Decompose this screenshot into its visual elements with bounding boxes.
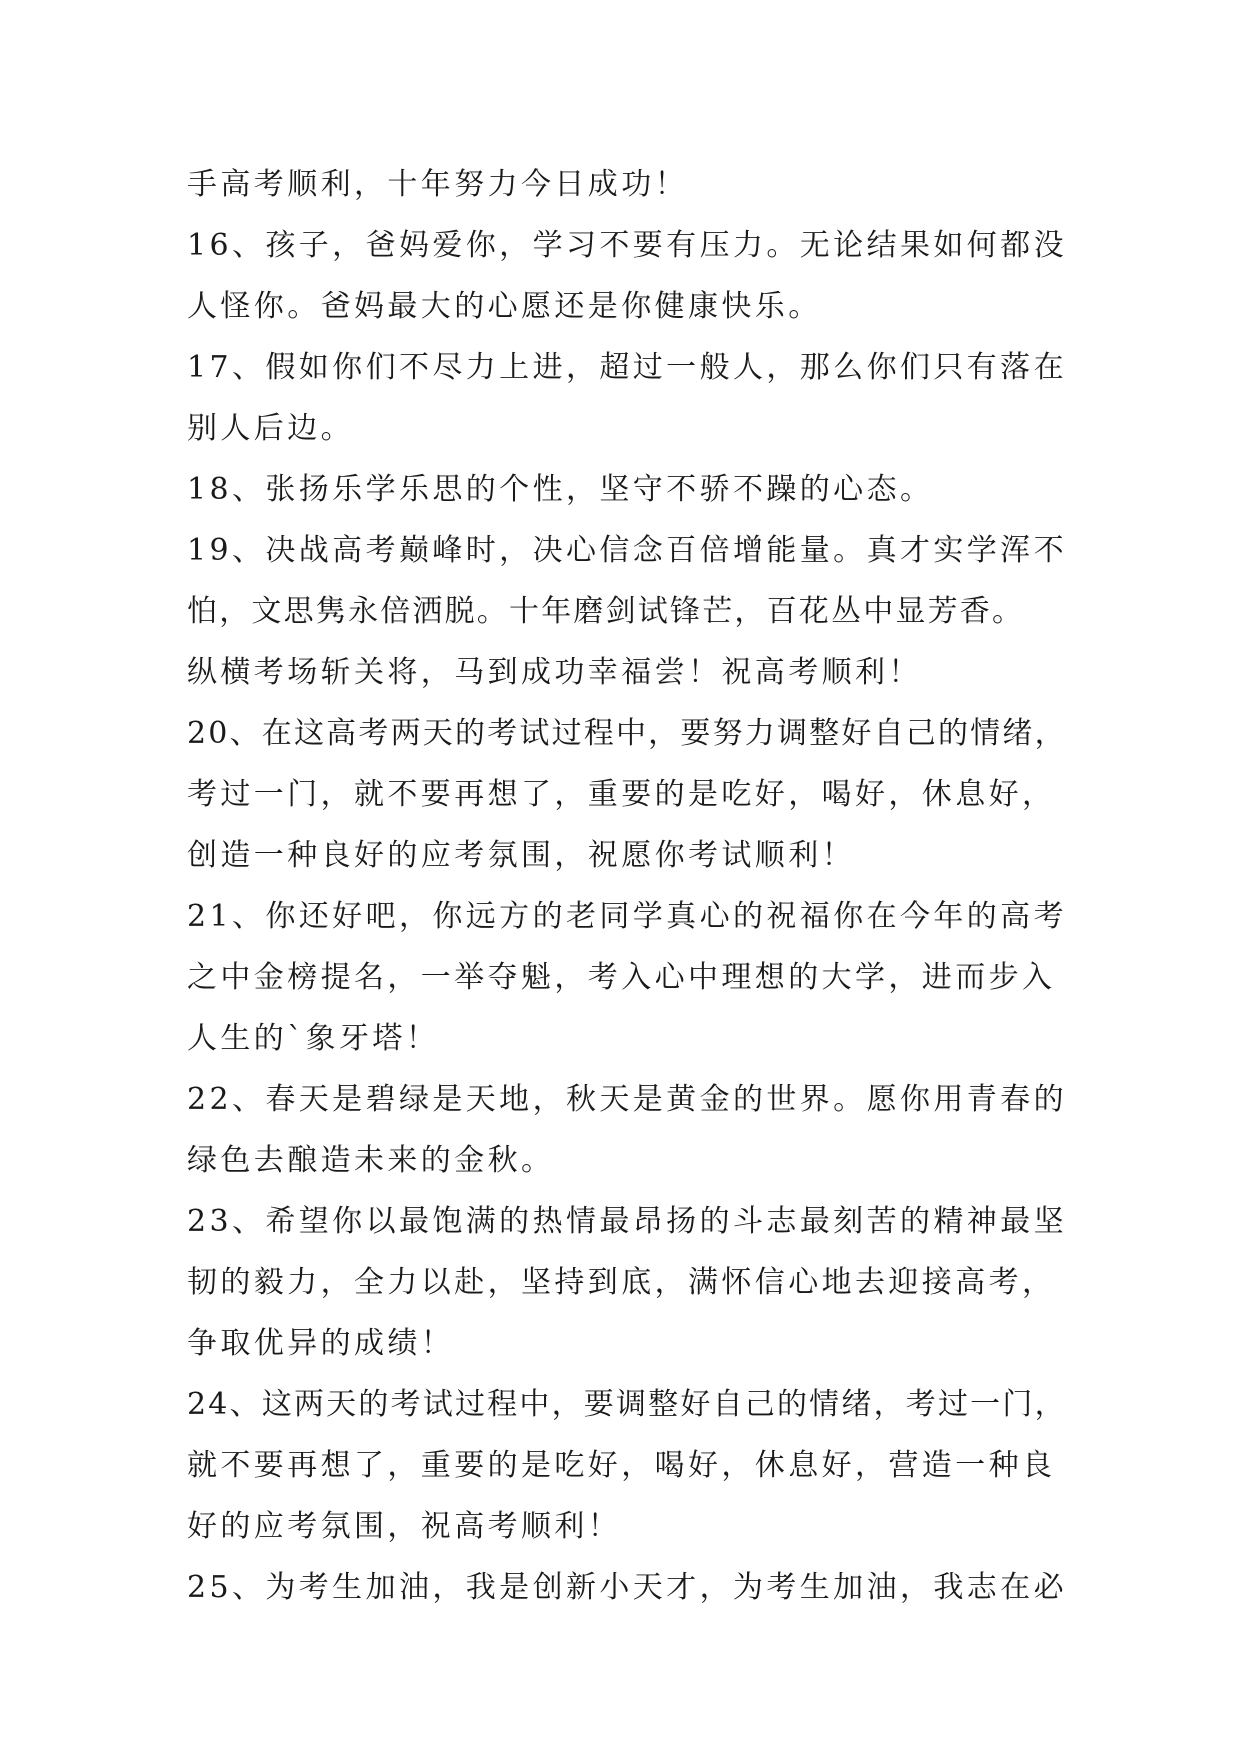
text-line: 人怪你。爸妈最大的心愿还是你健康快乐。	[187, 289, 822, 324]
text-line: 20、在这高考两天的考试过程中，要努力调整好自己的情绪，	[187, 716, 1067, 751]
text-line: 16、孩子，爸妈爱你，学习不要有压力。无论结果如何都没	[187, 228, 1067, 263]
text-line: 手高考顺利，十年努力今日成功！	[187, 167, 688, 202]
text-line: 别人后边。	[187, 411, 354, 446]
text-line: 之中金榜提名，一举夺魁，考入心中理想的大学，进而步入	[187, 960, 1056, 995]
text-line: 23、希望你以最饱满的热情最昂扬的斗志最刻苦的精神最坚	[187, 1204, 1067, 1239]
text-line: 就不要再想了，重要的是吃好，喝好，休息好，营造一种良	[187, 1448, 1056, 1483]
document-body	[187, 154, 1067, 1618]
text-line: 绿色去酿造未来的金秋。	[187, 1143, 555, 1178]
text-line: 韧的毅力，全力以赴，坚持到底，满怀信心地去迎接高考，	[187, 1265, 1056, 1300]
text-line: 22、春天是碧绿是天地，秋天是黄金的世界。愿你用青春的	[187, 1082, 1067, 1117]
text-line: 争取优异的成绩！	[187, 1326, 455, 1361]
text-line: 25、为考生加油，我是创新小天才，为考生加油，我志在必	[187, 1570, 1067, 1605]
text-line: 24、这两天的考试过程中，要调整好自己的情绪，考过一门，	[187, 1387, 1067, 1422]
text-line: 人生的`象牙塔！	[187, 1021, 440, 1056]
text-line: 纵横考场斩关将，马到成功幸福尝！祝高考顺利！	[187, 655, 922, 690]
text-line: 17、假如你们不尽力上进，超过一般人，那么你们只有落在	[187, 350, 1067, 385]
text-line: 怕，文思隽永倍洒脱。十年磨剑试锋芒，百花丛中显芳香。	[187, 594, 1025, 629]
text-line: 创造一种良好的应考氛围，祝愿你考试顺利！	[187, 838, 855, 873]
text-line: 好的应考氛围，祝高考顺利！	[187, 1509, 622, 1544]
text-line: 考过一门，就不要再想了，重要的是吃好，喝好，休息好，	[187, 777, 1056, 812]
text-line: 21、你还好吧，你远方的老同学真心的祝福你在今年的高考	[187, 899, 1067, 934]
text-line: 19、决战高考巅峰时，决心信念百倍增能量。真才实学浑不	[187, 533, 1067, 568]
text-line: 18、张扬乐学乐思的个性，坚守不骄不躁的心态。	[187, 472, 934, 507]
